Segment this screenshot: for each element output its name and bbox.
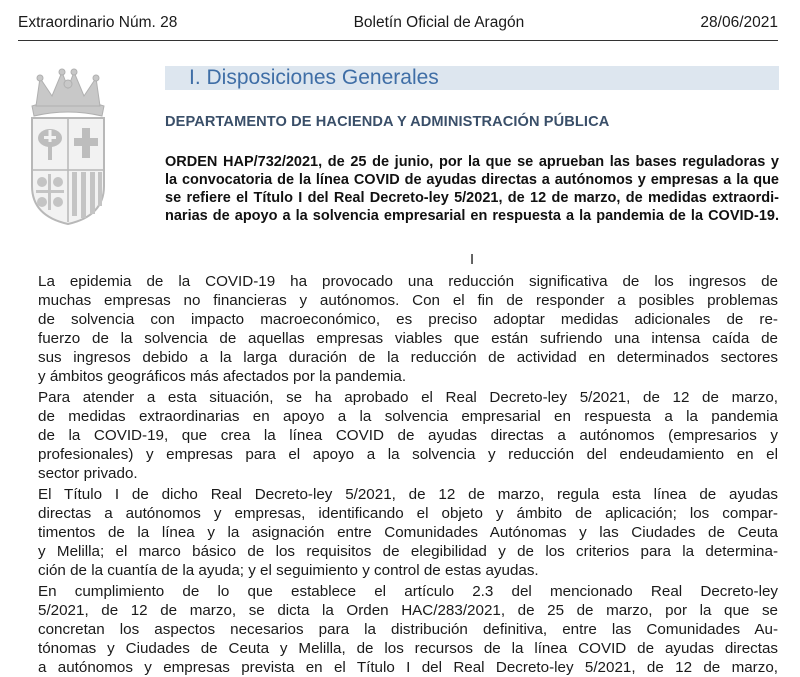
text-line: y ámbitos geográficos más afectados por la pandemia. (38, 368, 407, 385)
publication-date: 28/06/2021 (700, 14, 778, 31)
text-line: de la COVID-19, que crea la línea COVID de ayudas directas a autónomos (empresarios y (38, 427, 778, 444)
paragraph (18, 582, 778, 677)
text-line: de medidas extraordinarias en apoyo a la solvencia empresarial en respuesta a la pandemia (38, 408, 778, 425)
text-line: muchas empresas no financieras y autónomos. Con el fin de responder a posibles problemas (38, 292, 778, 309)
issue-number: Extraordinario Núm. 28 (18, 14, 178, 31)
text-line: sus ingresos debido a la larga duración de la reducción de actividad en determinados sectores (38, 349, 778, 366)
text-line: ción de la cuantía de la ayuda; y el seguimiento y control de estas ayudas. (38, 562, 539, 579)
page-header (18, 14, 778, 41)
text-line: a autónomos y empresas prevista en el Título I del Real Decreto-ley 5/2021, de 12 de marzo, (38, 659, 778, 676)
text-line: tónomas y Ciudades de Ceuta y Melilla, de los recursos de la línea COVID de ayudas directas (38, 640, 778, 657)
text-line: La epidemia de la COVID-19 ha provocado una reducción significativa de los ingresos de (38, 273, 778, 290)
text-line: fuerzo de la solvencia de aquellas empresas viables que están sufriendo una intensa caída de (38, 330, 778, 347)
text-line: sector privado. (38, 465, 138, 482)
order-title-line: se refiere el Título I del Real Decreto-ley 5/2021, de 12 de marzo, de medidas extraordi- (165, 190, 779, 206)
text-line: concretan los aspectos necesarios para la distribución definitiva, entre las Comunidades Au- (38, 621, 778, 638)
text-line: El Título I de dicho Real Decreto-ley 5/2021, de 12 de marzo, regula esta línea de ayudas (38, 486, 778, 503)
paragraph (18, 272, 778, 386)
order-title-line: la convocatoria de la línea COVID de ayudas directas a autónomos y empresas a la que (165, 172, 779, 188)
paragraph (18, 485, 778, 580)
text-line: profesionales) y empresas para el apoyo a la solvencia y reducción del endeudamiento en el (38, 446, 778, 463)
document-body (18, 272, 778, 677)
document-main (165, 66, 779, 269)
paragraph (18, 388, 778, 483)
text-line: En cumplimiento de lo que establece el artículo 2.3 del mencionado Real Decreto-ley (38, 583, 778, 600)
text-line: directas a autónomos y empresas, identificando el objeto y ámbito de aplicación; los compar- (38, 505, 778, 522)
order-title (165, 153, 779, 225)
publication-name: Boletín Oficial de Aragón (353, 14, 525, 31)
text-line: 5/2021, de 12 de marzo, se dicta la Orden HAC/283/2021, de 25 de marzo, por la que se (38, 602, 778, 619)
chapter-numeral: I (469, 252, 475, 268)
text-line: timentos de la línea y la asignación entre Comunidades Autónomas y las Ciudades de Ceuta (38, 524, 778, 541)
text-line: Para atender a esta situación, se ha aprobado el Real Decreto-ley 5/2021, de 12 de marzo, (38, 389, 778, 406)
text-line: de solvencia con impacto macroeconómico, es preciso adoptar medidas adicionales de re- (38, 311, 778, 328)
order-title-line: narias de apoyo a la solvencia empresarial en respuesta a la pandemia de la COVID-19. (165, 208, 779, 224)
order-title-line: ORDEN HAP/732/2021, de 25 de junio, por la que se aprueban las bases reguladoras y (165, 154, 779, 170)
section-heading: I. Disposiciones Generales (165, 66, 779, 90)
department-heading: DEPARTAMENTO DE HACIENDA Y ADMINISTRACIÓN PÚBLICA (165, 114, 610, 130)
aragon-coat-of-arms-icon (22, 66, 114, 226)
text-line: y Melilla; el marco básico de los requisitos de elegibilidad y de los criterios para la determina- (38, 543, 778, 560)
